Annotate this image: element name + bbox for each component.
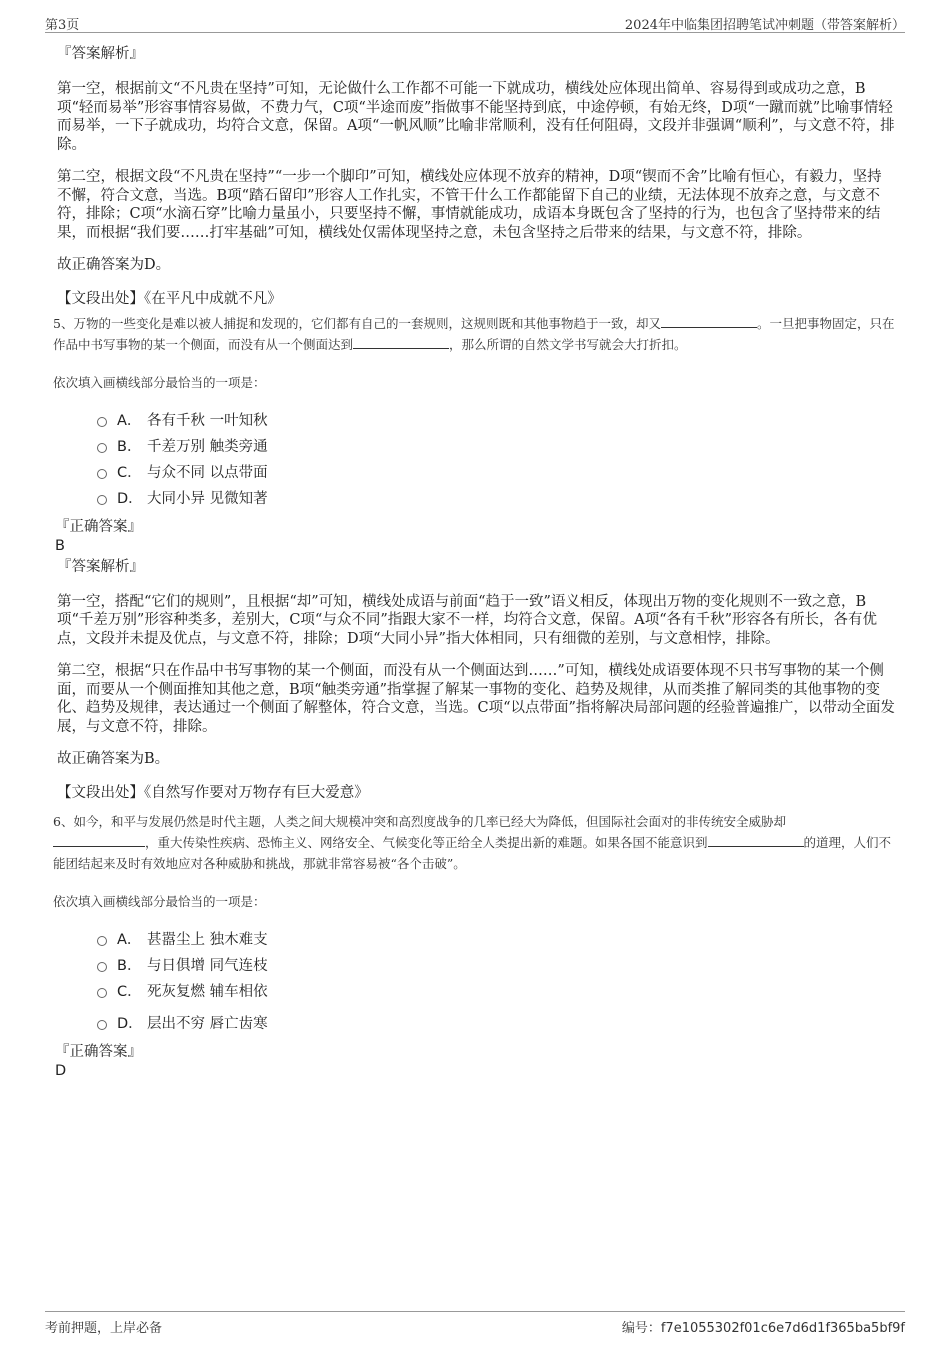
page-number: 第3页 bbox=[45, 18, 80, 33]
analysis-label: 『答案解析』 bbox=[57, 558, 144, 575]
fill-blank bbox=[353, 334, 449, 349]
footer-slogan: 考前押题，上岸必备 bbox=[45, 1321, 163, 1336]
correct-answer-label: 『正确答案』 bbox=[55, 518, 142, 535]
analysis-paragraph: 第一空，根据前文“不凡贵在坚持”可知，无论做什么工作都不可能一下就成功，横线处应体现出简单、容易得到或成功之意，B项“轻而易举”形容事情容易做，不费力气，C项“半途而废”指做事不能坚持到底，中途停顿，有始无终，D项“一蹴而就”比喻事情轻而易举，一下子就成功，均符合文意，保留。A项“一帆风顺”比喻非常顺利，没有任何阻碍，文段并非强调“顺利”，与文意不符，排除。 bbox=[57, 81, 895, 153]
question-text: 6、如今，和平与发展仍然是时代主题，人类之间大规模冲突和高烈度战争的几率已经大为降低，但国际社会面对的非传统安全威胁却 ，重大传染性疾病、恐怖主义、网络安全、气候变化等正给全人类提出新的难题。如果各国不能意识到 的道理，人们不能团结起来及时有效地应对各种威胁和挑战，那就非常容易被“各个击破”。 bbox=[53, 813, 892, 871]
option-c[interactable]: C． 死灰复燃 辅车相依 bbox=[97, 978, 895, 1004]
option-c[interactable]: C． 与众不同 以点带面 bbox=[97, 459, 895, 485]
document-title: 2024年中临集团招聘笔试冲刺题（带答案解析） bbox=[624, 18, 905, 33]
radio-icon[interactable] bbox=[97, 469, 107, 479]
correct-answer: B bbox=[55, 537, 65, 554]
fill-blank bbox=[53, 832, 145, 847]
analysis-paragraph: 第一空，搭配“它们的规则”，且根据“却”可知，横线处成语与前面“趋于一致”语义相反，体现出万物的变化规则不一致之意，B项“千差万别”形容种类多，差别大，C项“与众不同”指跟大家不一样，均符合文意，保留。A项“各有千秋”形容各有所长，各有优点，文段并未提及优点，与文意不符，排除；D项“大同小异”指大体相同，只有细微的差别，与文意相悖，排除。 bbox=[57, 593, 878, 647]
radio-icon[interactable] bbox=[97, 1020, 107, 1030]
option-list bbox=[57, 926, 895, 1036]
question-instruction: 依次填入画横线部分最恰当的一项是： bbox=[53, 374, 266, 390]
option-b[interactable]: B． 千差万别 触类旁通 bbox=[97, 433, 895, 459]
page-footer bbox=[45, 1311, 905, 1334]
conclusion: 故正确答案为B。 bbox=[57, 751, 170, 767]
source-citation: 【文段出处】《自然写作要对万物存有巨大爱意》 bbox=[57, 784, 369, 801]
option-list bbox=[57, 407, 895, 511]
fill-blank bbox=[708, 832, 804, 847]
option-a[interactable]: A． 甚嚣尘上 独木难支 bbox=[97, 926, 895, 952]
analysis-paragraph: 第二空，根据“只在作品中书写事物的某一个侧面，而没有从一个侧面达到……”可知，横线处成语要体现不只书写事物的某一个侧面，而要从一个侧面推知其他之意，B项“触类旁通”指掌握了解某一事物的变化、趋势及规律，从而类推了解同类的其他事物的变化、趋势及规律，表达通过一个侧面了解整体，符合文意，当选。C项“以点带面”指将解决局部问题的经验普遍推广，以带动全面发展，与文意不符，排除。 bbox=[57, 663, 895, 735]
option-a[interactable]: A． 各有千秋 一叶知秋 bbox=[97, 407, 895, 433]
fill-blank bbox=[661, 313, 757, 328]
radio-icon[interactable] bbox=[97, 962, 107, 972]
conclusion: 故正确答案为D。 bbox=[57, 257, 171, 273]
radio-icon[interactable] bbox=[97, 443, 107, 453]
radio-icon[interactable] bbox=[97, 495, 107, 505]
document-code: 编号：f7e1055302f01c6e7d6d1f365ba5bf9f bbox=[621, 1321, 905, 1336]
analysis-label: 『答案解析』 bbox=[57, 46, 144, 62]
document-body bbox=[53, 44, 895, 1080]
option-b[interactable]: B． 与日俱增 同气连枝 bbox=[97, 952, 895, 978]
radio-icon[interactable] bbox=[97, 417, 107, 427]
correct-answer-label: 『正确答案』 bbox=[55, 1043, 142, 1060]
radio-icon[interactable] bbox=[97, 988, 107, 998]
option-d[interactable]: D． 大同小异 见微知著 bbox=[97, 485, 895, 511]
question-instruction: 依次填入画横线部分最恰当的一项是： bbox=[53, 893, 266, 909]
radio-icon[interactable] bbox=[97, 936, 107, 946]
question-text: 5、万物的一些变化是难以被人捕捉和发现的，它们都有自己的一套规则，这规则既和其他事物趋于一致，却又 。一旦把事物固定，只在作品中书写事物的某一个侧面，而没有从一个侧面达到 ，那么所谓的自然文学书写就会大打折扣。 bbox=[53, 313, 898, 355]
correct-answer: D bbox=[55, 1062, 67, 1079]
analysis-paragraph: 第二空，根据文段“不凡贵在坚持”“一步一个脚印”可知，横线处应体现不放弃的精神，D项“锲而不舍”比喻有恒心，有毅力，坚持不懈，符合文意，当选。B项“踏石留印”形容人工作扎实，不管干什么工作都能留下自己的业绩，无法体现不放弃之意，与文意不符，排除；C项“水滴石穿”比喻力量虽小，只要坚持不懈，事情就能成功，成语本身既包含了坚持的行为，也包含了坚持带来的结果，而根据“我们要……打牢基础”可知，横线处仅需体现坚持之意，未包含坚持之后带来的结果，与文意不符，排除。 bbox=[57, 169, 882, 241]
page-header bbox=[45, 12, 905, 33]
source-citation: 【文段出处】《在平凡中成就不凡》 bbox=[57, 290, 282, 307]
option-d[interactable]: D． 层出不穷 唇亡齿寒 bbox=[97, 1010, 895, 1036]
